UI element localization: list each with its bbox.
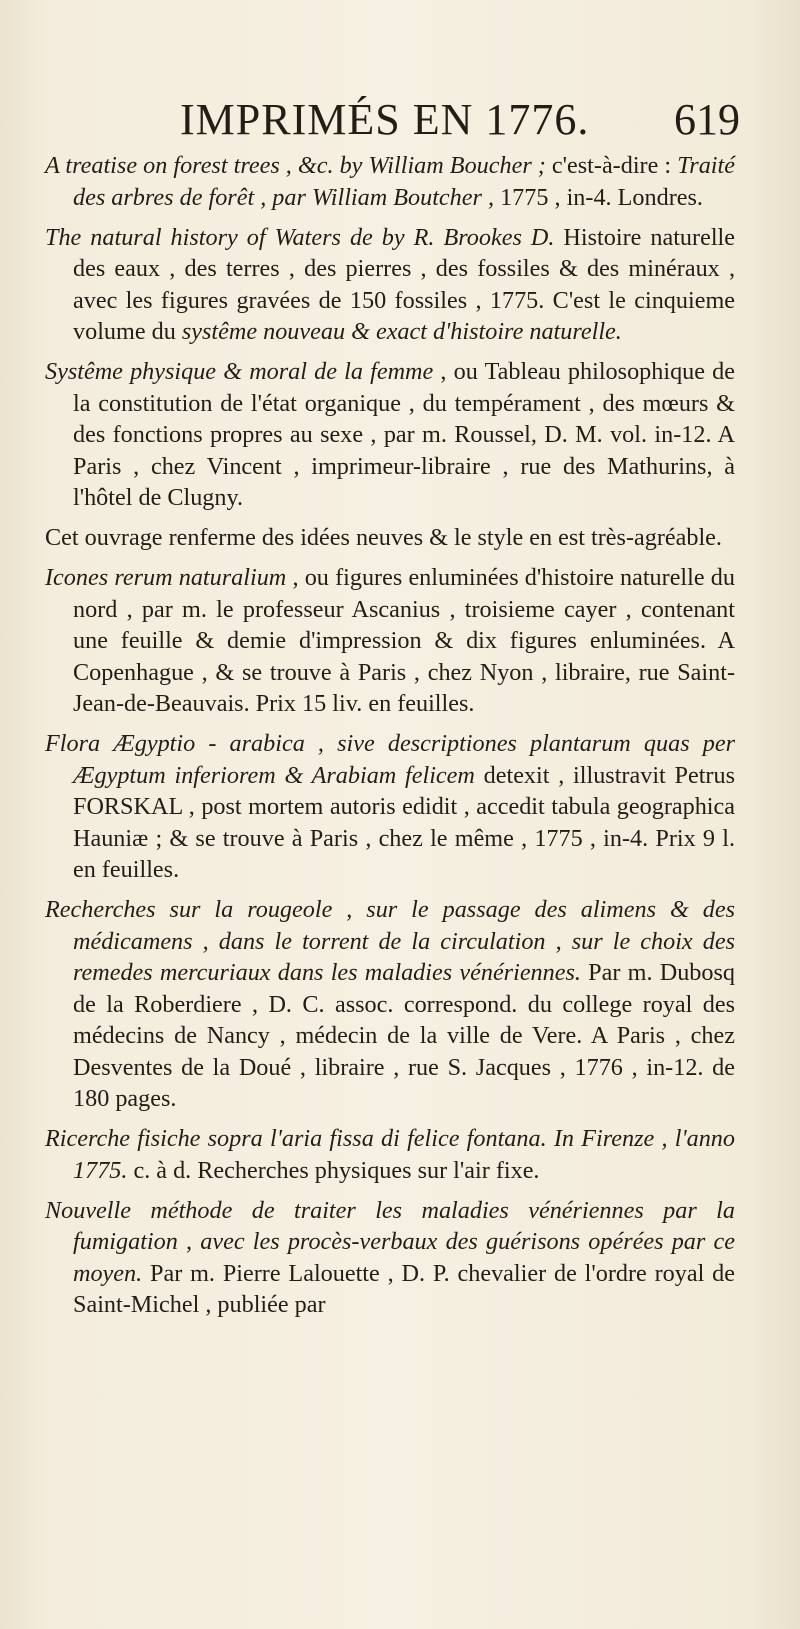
bibliography-entry: Recherches sur la rougeole , sur le passage des alimens & des médicamens , dans le torrent de la circulation , sur le choix des remedes mercuriaux dans les maladies vénériennes. Par m. Dubosq de la Roberdiere , D. C. assoc. correspond. du college royal des médecins de Nancy , médecin de la ville de Vere. A Paris , chez Desventes de la Doué , libraire , rue S. Jacques , 1776 , in-12. de 180 pages. bbox=[45, 896, 736, 1112]
bibliography-entry: The natural history of Waters de by R. Brookes D. Histoire naturelle des eaux , des terres , des pierres , des fossiles & des minéraux , avec les figures gravées de 150 fossiles , 1775. C'est le cinquieme volume du systême nouveau & exact d'histoire naturelle. bbox=[45, 223, 735, 345]
running-header bbox=[180, 94, 740, 154]
bibliography-entry: A treatise on forest trees , &c. by William Boucher ; c'est-à-dire : Traité des arbres de forêt , par William Boutcher , 1775 , in-4. Londres. bbox=[45, 152, 735, 211]
page-number: 619 bbox=[674, 95, 740, 144]
header-title: IMPRIMÉS EN 1776. bbox=[180, 95, 590, 144]
review-note: Cet ouvrage renferme des idées neuves & le style en est très-agréable. bbox=[45, 524, 722, 551]
page-body bbox=[45, 150, 735, 1329]
bibliography-entry: Icones rerum naturalium , ou figures enluminées d'histoire naturelle du nord , par m. le professeur Ascanius , troisieme cayer , contenant une feuille & demie d'impression & dix figures enluminées. A Copenhague , & se trouve à Paris , chez Nyon , libraire, rue Saint-Jean-de-Beauvais. Prix 15 liv. en feuilles. bbox=[45, 564, 735, 717]
bibliography-entry: Systême physique & moral de la femme , ou Tableau philosophique de la constitution de l'état organique , du tempérament , des mœurs & des fonctions propres au sexe , par m. Roussel, D. M. vol. in-12. A Paris , chez Vincent , imprimeur-libraire , rue des Mathurins, à l'hôtel de Clugny. bbox=[45, 358, 735, 511]
bibliography-entry: Nouvelle méthode de traiter les maladies vénériennes par la fumigation , avec les procès-verbaux des guérisons opérées par ce moyen. Par m. Pierre Lalouette , D. P. chevalier de l'ordre royal de Saint-Michel , publiée par bbox=[45, 1196, 735, 1318]
bibliography-entry: Flora Ægyptio - arabica , sive descriptiones plantarum quas per Ægyptum inferiorem & Arabiam felicem detexit , illustravit Petrus FORSKAL , post mortem autoris edidit , accedit tabula geographica Hauniæ ; & se trouve à Paris , chez le même , 1775 , in-4. Prix 9 l. en feuilles. bbox=[45, 730, 735, 883]
bibliography-entry: Ricerche fisiche sopra l'aria fissa di felice fontana. In Firenze , l'anno 1775. c. à d. Recherches physiques sur l'air fixe. bbox=[45, 1125, 735, 1184]
